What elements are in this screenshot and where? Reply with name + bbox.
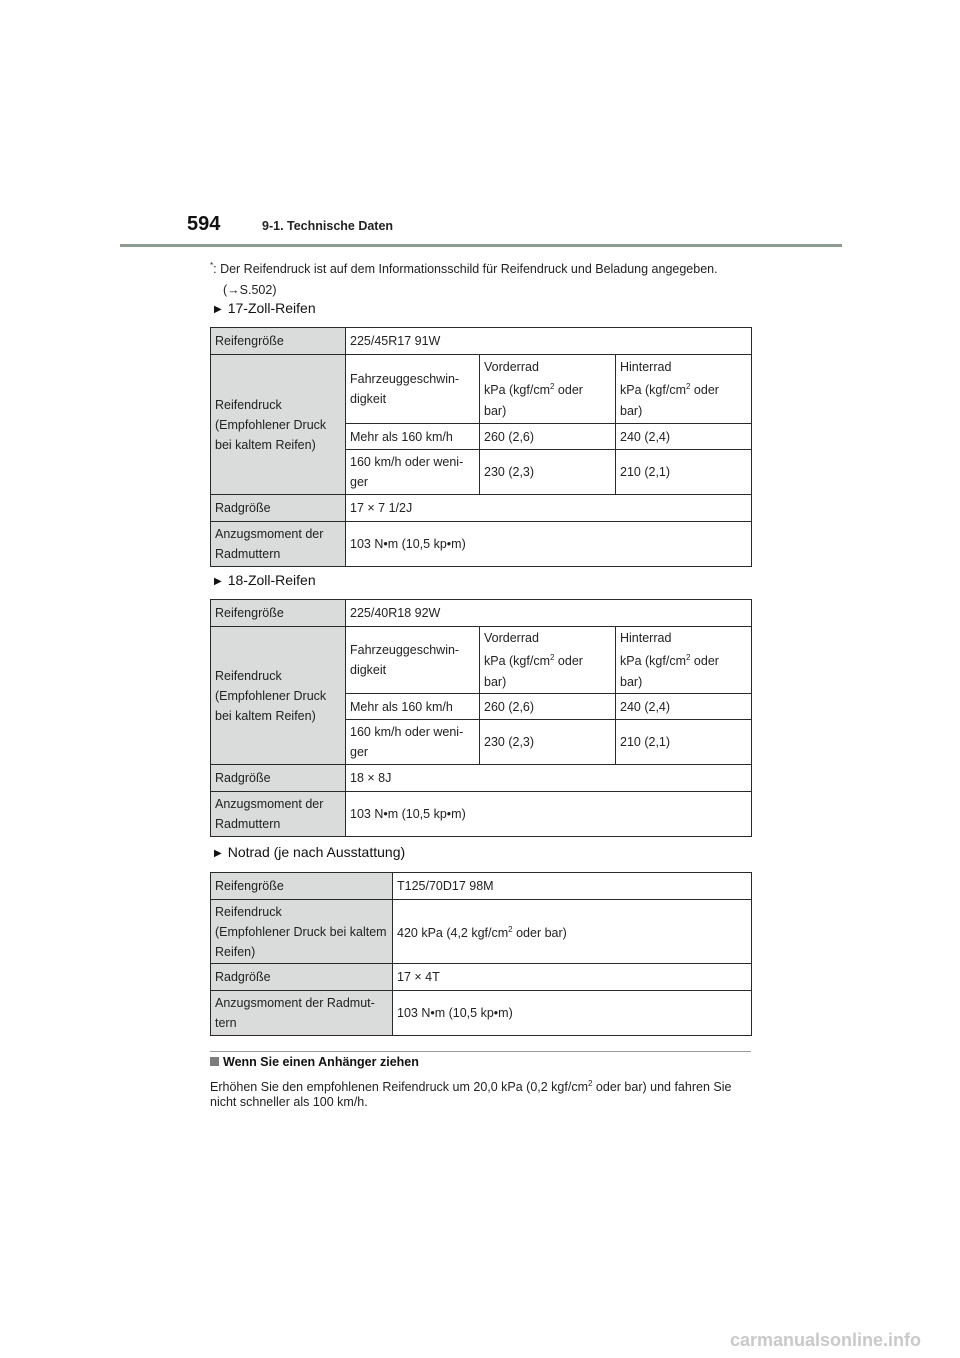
section-heading-spare-tire [214, 844, 405, 860]
speed-header: Fahrzeuggeschwin- digkeit [346, 627, 480, 694]
section-divider [210, 1051, 751, 1052]
triangle-bullet-icon: ▶ [214, 576, 222, 587]
tire-size-label: Reifengröße [211, 600, 346, 627]
wheel-size-value: 18 × 8J [346, 765, 752, 792]
rear-pressure-value: 210 (2,1) [616, 450, 752, 495]
rear-pressure-value: 240 (2,4) [616, 424, 752, 450]
speed-value: Mehr als 160 km/h [346, 424, 480, 450]
rear-pressure-value: 210 (2,1) [616, 720, 752, 765]
front-pressure-value: 230 (2,3) [480, 720, 616, 765]
towing-heading: Wenn Sie einen Anhänger ziehen [210, 1055, 419, 1069]
square-bullet-icon [210, 1057, 219, 1066]
wheel-size-label: Radgröße [211, 964, 393, 991]
table-row [211, 328, 752, 355]
table-row [211, 792, 752, 837]
wheel-size-value: 17 × 7 1/2J [346, 495, 752, 522]
footnote [210, 255, 770, 301]
header-divider [120, 244, 842, 247]
table-row [211, 627, 752, 694]
speed-value: 160 km/h oder weni- ger [346, 720, 480, 765]
torque-label: Anzugsmoment der Radmuttern [211, 522, 346, 567]
tire-size-value: T125/70D17 98M [393, 873, 752, 900]
torque-label: Anzugsmoment der Radmut- tern [211, 991, 393, 1036]
front-wheel-header: Vorderrad kPa ($kgf/cm^2$ oder bar) [480, 355, 616, 424]
towing-text: Erhöhen Sie den empfohlenen Reifendruck um 20,0 kPa (0,2 kgf/$cm^2$ oder bar) und fahren Sie nicht schneller als 100 km/h. [210, 1079, 732, 1110]
table-row [211, 600, 752, 627]
table-row [211, 900, 752, 964]
page-number: 594 [187, 213, 221, 235]
table-row [211, 522, 752, 567]
wheel-size-value: 17 × 4T [393, 964, 752, 991]
footnote-text: : Der Reifendruck ist auf dem Informationsschild für Reifendruck und Beladung angegeben. [213, 262, 718, 277]
front-wheel-header: Vorderrad kPa ($kgf/cm^2$ oder bar) [480, 627, 616, 694]
torque-value: 103 N•m (10,5 kp•m) [393, 991, 752, 1036]
spec-table-spare-tire [210, 872, 752, 1036]
spec-table-17-inch [210, 327, 752, 567]
triangle-bullet-icon: ▶ [214, 848, 222, 859]
section-title: 17-Zoll-Reifen [227, 300, 316, 316]
footnote-reference-link[interactable]: (→S.502) [223, 283, 277, 298]
triangle-bullet-icon: ▶ [214, 304, 222, 315]
front-pressure-value: 230 (2,3) [480, 450, 616, 495]
chapter-title: 9-1. Technische Daten [262, 219, 394, 233]
table-row [211, 495, 752, 522]
front-pressure-value: 260 (2,6) [480, 694, 616, 720]
table-row [211, 873, 752, 900]
tire-size-value: 225/45R17 91W [346, 328, 752, 355]
table-row [211, 991, 752, 1036]
section-heading-17-inch [214, 300, 316, 316]
tire-pressure-label: Reifendruck (Empfohlener Druck bei kaltem Reifen) [211, 627, 346, 765]
tire-size-label: Reifengröße [211, 328, 346, 355]
torque-label: Anzugsmoment der Radmuttern [211, 792, 346, 837]
rear-pressure-value: 240 (2,4) [616, 694, 752, 720]
section-title: Notrad (je nach Ausstattung) [227, 844, 406, 860]
tire-pressure-label: Reifendruck (Empfohlener Druck bei kaltem Reifen) [211, 355, 346, 495]
speed-value: 160 km/h oder weni- ger [346, 450, 480, 495]
torque-value: 103 N•m (10,5 kp•m) [346, 792, 752, 837]
tire-pressure-value: 420 kPa (4,2 kgf/$cm^2$ oder bar) [393, 900, 752, 964]
rear-wheel-header: Hinterrad kPa ($kgf/cm^2$ oder bar) [616, 627, 752, 694]
wheel-size-label: Radgröße [211, 495, 346, 522]
speed-header: Fahrzeuggeschwin- digkeit [346, 355, 480, 424]
speed-value: Mehr als 160 km/h [346, 694, 480, 720]
tire-pressure-label: Reifendruck (Empfohlener Druck bei kaltem Reifen) [211, 900, 393, 964]
wheel-size-label: Radgröße [211, 765, 346, 792]
tire-size-value: 225/40R18 92W [346, 600, 752, 627]
footnote-marker: * [210, 261, 214, 270]
watermark: carmanualsonline.info [730, 1330, 922, 1350]
tire-size-label: Reifengröße [211, 873, 393, 900]
spec-table-18-inch [210, 599, 752, 837]
table-row [211, 355, 752, 424]
table-row [211, 765, 752, 792]
torque-value: 103 N•m (10,5 kp•m) [346, 522, 752, 567]
table-row [211, 964, 752, 991]
rear-wheel-header: Hinterrad kPa ($kgf/cm^2$ oder bar) [616, 355, 752, 424]
section-heading-18-inch [214, 572, 316, 588]
front-pressure-value: 260 (2,6) [480, 424, 616, 450]
section-title: 18-Zoll-Reifen [227, 572, 316, 588]
